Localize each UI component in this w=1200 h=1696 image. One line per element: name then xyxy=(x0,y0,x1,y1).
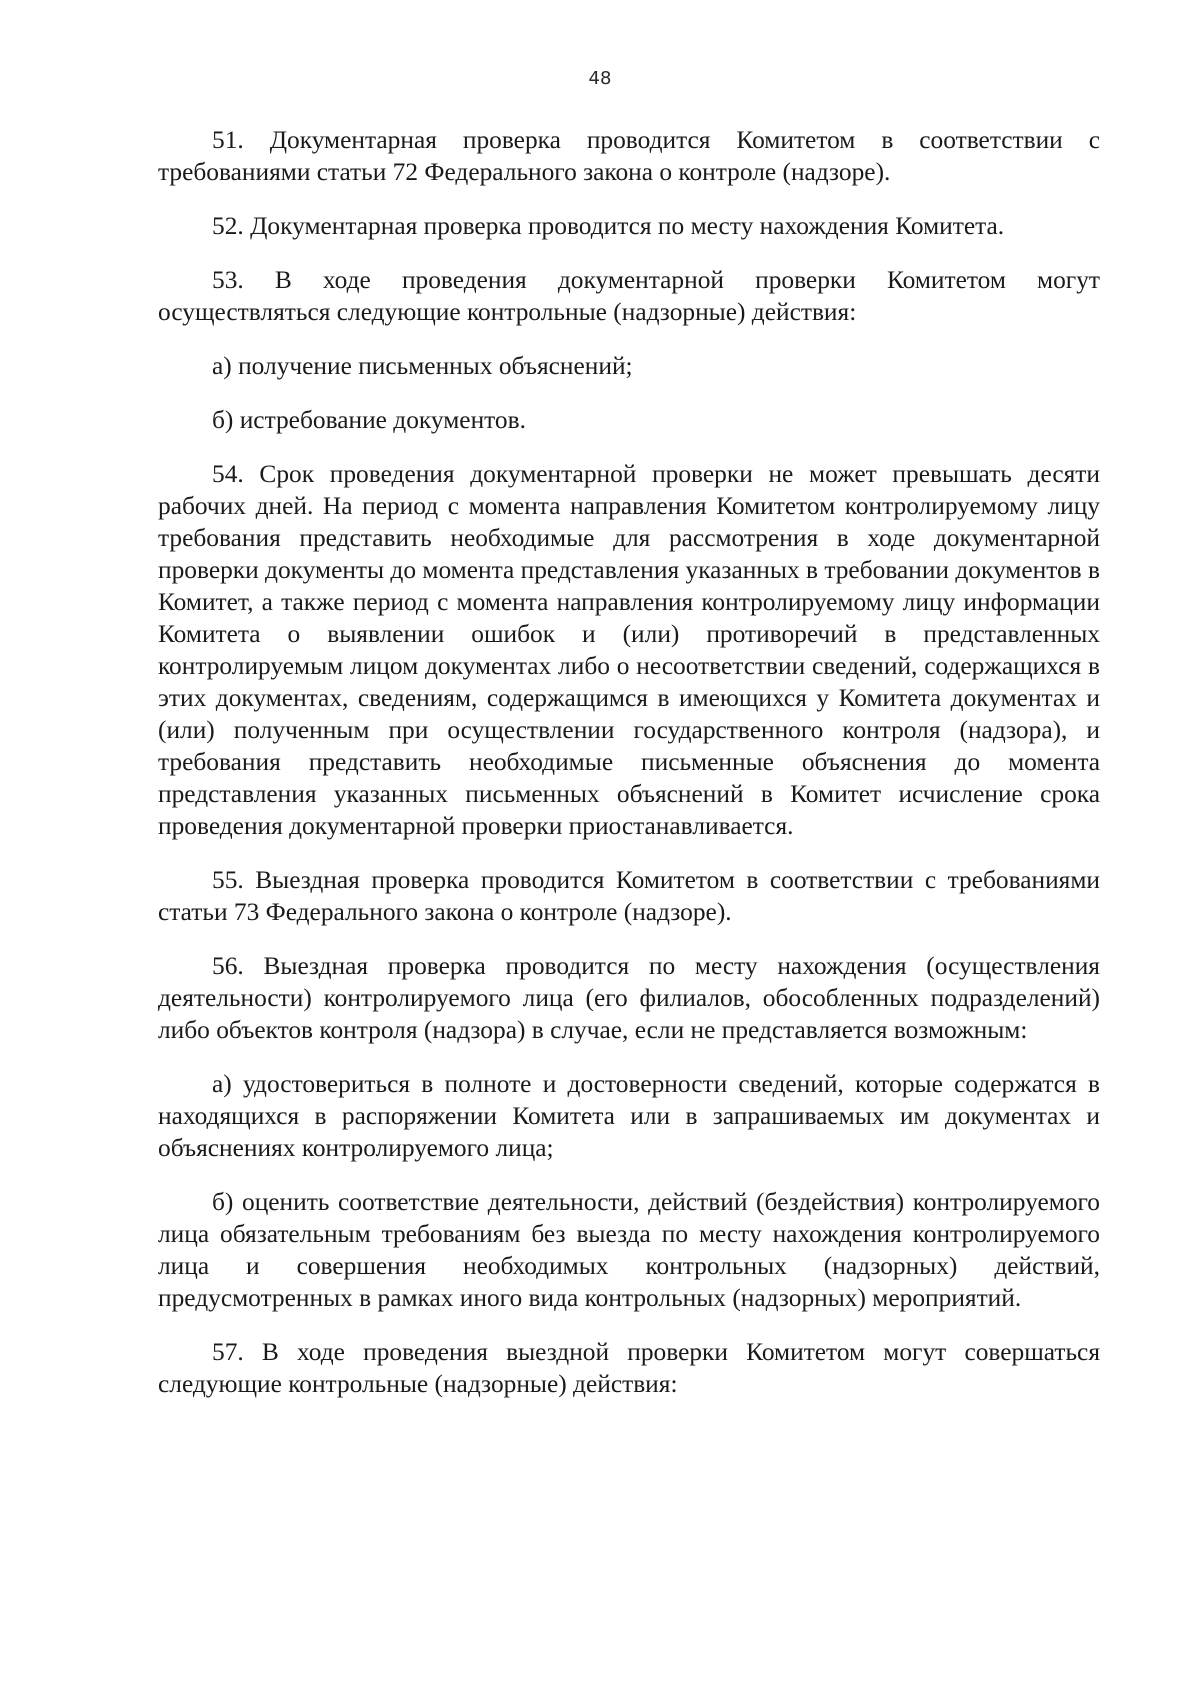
paragraph-56-item-a: а) удостовериться в полноте и достоверности сведений, которые содержатся в находящихся в распоряжении Комитета или в запрашиваемых им документах и объяснениях контролируемого лица; xyxy=(158,1070,1100,1162)
page-number: 48 xyxy=(588,68,612,89)
paragraph-56-item-b: б) оценить соответствие деятельности, действий (бездействия) контролируемого лица обязательным требованиям без выезда по месту нахождения контролируемого лица и совершения необходимых контрольных (надзорных) действий, предусмотренных в рамках иного вида контрольных (надзорных) мероприятий. xyxy=(158,1188,1100,1312)
paragraph-53-item-b: б) истребование документов. xyxy=(212,406,526,434)
paragraph-57: 57. В ходе проведения выездной проверки Комитетом могут совершаться следующие контрольные (надзорные) действия: xyxy=(158,1338,1100,1398)
paragraph-53: 53. В ходе проведения документарной проверки Комитетом могут осуществляться следующие контрольные (надзорные) действия: xyxy=(158,266,1100,326)
paragraph-52: 52. Документарная проверка проводится по месту нахождения Комитета. xyxy=(212,212,1005,240)
paragraph-56: 56. Выездная проверка проводится по месту нахождения (осуществления деятельности) контролируемого лица (его филиалов, обособленных подразделений) либо объектов контроля (надзора) в случае, если не представляется возможным: xyxy=(158,952,1100,1044)
paragraph-54: 54. Срок проведения документарной проверки не может превышать десяти рабочих дней. На период с момента направления Комитетом контролируемому лицу требования представить необходимые для рассмотрения в ходе документарной проверки документы до момента представления указанных в требовании документов в Комитет, а также период с момента направления контролируемому лицу информации Комитета о выявлении ошибок и (или) противоречий в представленных контролируемым лицом документах либо о несоответствии сведений, содержащихся в этих документах, сведениям, содержащимся в имеющихся у Комитета документах и (или) полученным при осуществлении государственного контроля (надзора), и требования представить необходимые письменные объяснения до момента представления указанных письменных объяснений в Комитет исчисление срока проведения документарной проверки приостанавливается. xyxy=(158,460,1101,840)
document-body xyxy=(158,124,1100,1422)
paragraph-51: 51. Документарная проверка проводится Комитетом в соответствии с требованиями статьи 72 Федерального закона о контроле (надзоре). xyxy=(158,126,1100,186)
paragraph-53-item-a: а) получение письменных объяснений; xyxy=(212,352,633,380)
paragraph-55: 55. Выездная проверка проводится Комитетом в соответствии с требованиями статьи 73 Федерального закона о контроле (надзоре). xyxy=(158,866,1100,926)
